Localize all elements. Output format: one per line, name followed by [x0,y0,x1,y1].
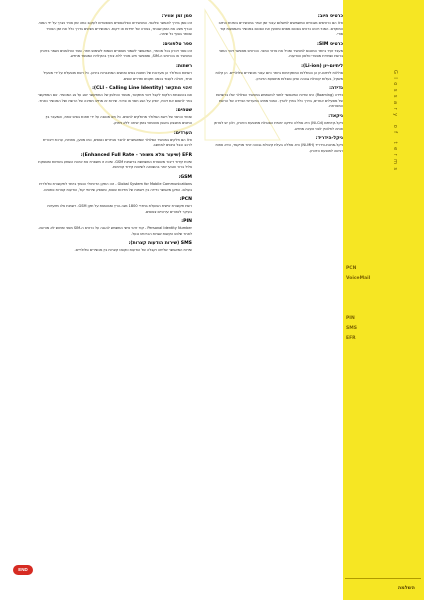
left-column [37,10,192,255]
tab-efr[interactable]: EFR [346,336,356,341]
section-body: ניקל-מתכת-הידריד (Ni-MH) היא סוללה בעלת קיבולת גבוהה יותר מניקאד, והיא פחות רגישה לתופעת הזיכרון. [215,143,343,153]
section-heading: SMS (שירות הודעות קצרות): [128,241,192,247]
section-body: שיטת קידוד דיבור משופרת המשמשת ברשתות GSM. שיטה זו משפרת את איכות השמע בשיחות ומספקת צליל ברור וטבעי יותר בהשוואה לשיטות קידוד קודמות. [38,159,192,170]
tab-sms[interactable]: SMS [346,326,357,331]
section-heading: נדידה: [329,86,343,92]
tab-pcn[interactable]: PCN [346,266,357,271]
section-body: שירות המאפשר שליחה וקבלה של הודעות טקסט קצרות בין מכשירים סלולריים. [74,248,192,253]
section-heading: GSM: [178,174,192,180]
end-button[interactable]: END [13,565,33,575]
section-body: זהו ספר זיכרון בכל מכשיר, המאפשר לשמור מספרים ושמות לשימוש חוזר. ספר הטלפונים נשמר בזיכרון המכשיר או בכרטיס ה-SIM, ומאפשר חיוג מהיר ללא צורך בהקלדת המספר מחדש. [39,48,192,59]
section-heading: זיהוי מתקשר (CLI - Calling Line Identity): [92,86,192,92]
section-heading: ניקאד: [328,113,343,119]
section-body: נדידה (Roaming) היא שירות המאפשר למנוי להשתמש במכשיר הסלולר שלו ברשתות של מפעילים אחרים, בדרך כלל בחוץ לארץ. המנוי מחויב בתעריפי הנדידה של הרשת המארחת. [216,93,343,109]
section-heading: PIN: [181,219,192,225]
section-heading: ליתיום-יון (Li-ion): [301,63,343,69]
section-heading: רשתות: [176,63,192,69]
section-body: סוללות ליתיום-יון הן הסוללות המתקדמות ביותר כיום עבור מכשירים סלולריים. הן קלות משקל, בעלות קיבולת גבוהה ואינן סובלות מתופעת הזיכרון. [215,70,343,81]
section-body: אלו הם חלקים במכשיר הסלולר שמאפשרים לחבר אביזרים נוספים, כמו מטען, אוזניות, ערכת דיבורית לרכב וכבל נתונים למחשב. [42,137,192,148]
tab-voicemail[interactable]: VoiceMail [346,276,371,281]
section-body: רשתות הסלולר הן מערכות של תחנות בסיס ומתגים המחוברות ביניהן. כל רשת מופעלת על ידי מפעיל אחד, ויכולה לעבוד בכמה תקנים ותדרים שונים. [43,70,192,81]
section-body: שטחי הכיסוי של רשת הסלולר מחולקים לתאים. כל תא מכוסה על ידי תחנת בסיס אחת, והמעבר בין התאים מתבצע באופן אוטומטי בזמן שיחה ללא ניתוק. [45,115,192,125]
section-body: Global System for Mobile Communications - זהו התקן הדיגיטלי הנפוץ ביותר לתקשורת סלולרית בעולם. התקן מאפשר נדידה בין רשתות של מדינות שונות, ומספק שירותי קול, הודעות קצרות ונתונים. [39,181,192,192]
sidebar-vertical-title: Glossary of terms [392,70,398,174]
section-heading: כרטיס חיוב: [317,14,343,19]
middle-column [213,10,343,155]
section-body: מעבד זעיר ביותר המוכנס למכשיר ומכיל את פרטי המנוי. הכרטיס מאפשר זיהוי המנוי ברשת ושמירת מספרי טלפון והודעות. [219,48,343,59]
section-heading: ניקל-הידריד: [315,136,343,142]
section-heading: סמן זמן אוויר: [161,14,192,19]
section-body: Personal Identity Number - קוד זיהוי אישי המשמש להגנה על כרטיס ה-SIM מפני שימוש לא מורשה. לאחר שלוש הקשות שגויות הכרטיס ננעל. [38,226,192,236]
section-heading: PCN: [179,197,192,203]
section-body: זהו סמן בדרך לאפשר פלאפי. המכשירים הפלאפוניים מאפשרים לעקוב כמה זמן אוויר נצרך על ידי המנוי. הגרף מציג את הזמן שנותר, בצורה של יחידות או דקות. המכשירים מציגים בדרך כלל את זמן האוויר שנותר בסוף כל שיחה. [37,21,192,37]
section-heading: ספר טלפונים: [162,41,192,47]
section-heading: שטחים: [175,108,192,114]
section-heading: הערדים: [173,130,192,136]
section-body: אלו הם כרטיסים מגנטיים המשמשים לתשלום עבור זמן אוויר במכשירים בשיטת החיוב המוקדם. המנוי רוכש כרטיס בסכום מסוים ומטעין את הסכום במכשיר באמצעות קוד סודי. [218,21,343,37]
footer-label: השלמה [397,585,415,591]
section-body: אם בהשבתת הלקוח לקבל זיהוי מתקשר, מספר הטלפון של המתקשר יוצג על צג המכשיר. אם המתקשר בחר לחסום את זיהויו, יופיע על הצג חסוי או פרטי. שירות זה מחייב תמיכה של הרשת ושל המכשיר כאחד. [37,93,192,103]
section-body: ניקל-קדמיום (Ni-Cd) היא סוללה ותיקה יחסית הסובלת מתופעת הזיכרון, ולכן יש לפרוק אותה לחלוטין לפני טעינה מחדש. [213,120,343,131]
section-body: רשת תקשורת אישית הפועלת בתדרי 1800 מגה-הרץ ומבוססת על תקן GSM. רשתות אלו מיועדות בעיקר לאזורים עירוניים צפופים. [47,204,192,214]
section-heading: EFR (שיעור מלא משופר - Enhanced Full Rate): [80,152,192,158]
sidebar-tabs [344,265,370,343]
section-heading: כרטיס SIM: [317,41,343,47]
tab-pin[interactable]: PIN [346,316,355,321]
footer-rule [345,578,421,579]
